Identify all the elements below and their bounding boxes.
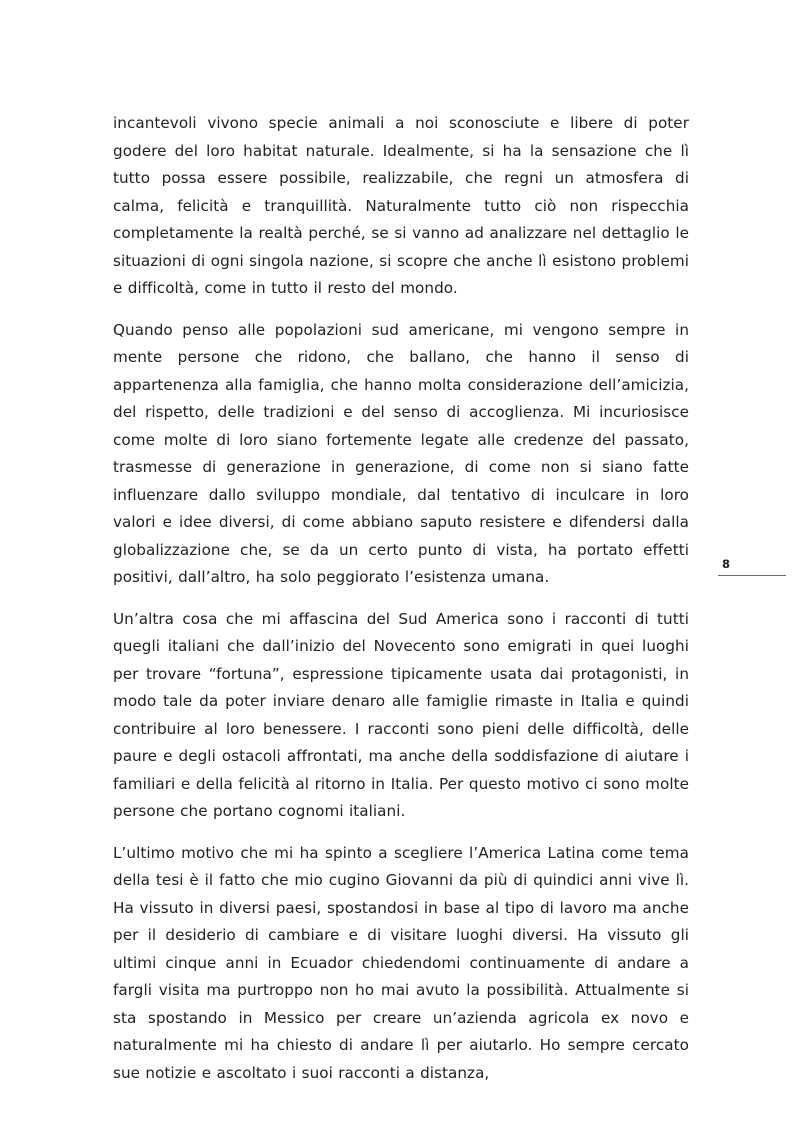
paragraph-1: incantevoli vivono specie animali a noi sconosciute e libere di poter godere del loro habitat naturale. Idealmente, si ha la sensazione che lì tutto possa essere possibile, realizzabile, che regni un atmosfera di calma, felicità e tranquillità. Naturalmente tutto ciò non rispecchia completamente la realtà perché, se si vanno ad analizzare nel dettaglio le situazioni di ogni singola nazione, si scopre che anche lì esistono problemi e difficoltà, come in tutto il resto del mondo. <box>113 114 689 297</box>
page-number-rule <box>718 575 786 576</box>
paragraph-2: Quando penso alle popolazioni sud americane, mi vengono sempre in mente persone che ridono, che ballano, che hanno il senso di appartenenza alla famiglia, che hanno molta considerazione dell’amicizia, del rispetto, delle tradizioni e del senso di accoglienza. Mi incuriosisce come molte di loro siano fortemente legate alle credenze del passato, trasmesse di generazione in generazione, di come non si siano fatte influenzare dallo sviluppo mondiale, dal tentativo di inculcare in loro valori e idee diversi, di come abbiano saputo resistere e difendersi dalla globalizzazione che, se da un certo punto di vista, ha portato effetti positivi, dall’altro, ha solo peggiorato l’esistenza umana. <box>113 320 689 586</box>
paragraph-4: L’ultimo motivo che mi ha spinto a scegliere l’America Latina come tema della tesi è il fatto che mio cugino Giovanni da più di quindici anni vive lì. Ha vissuto in diversi paesi, spostandosi in base al tipo di lavoro ma anche per il desiderio di cambiare e di visitare luoghi diversi. Ha vissuto gli ultimi cinque anni in Ecuador chiedendomi continuamente di andare a fargli visita ma purtroppo non ho mai avuto la possibilità. Attualmente si sta spostando in Messico per creare un’azienda agricola ex novo e naturalmente mi ha chiesto di andare lì per aiutarlo. Ho sempre cercato sue notizie e ascoltato i suoi racconti a distanza, <box>113 843 689 1082</box>
paragraph-3: Un’altra cosa che mi affascina del Sud America sono i racconti di tutti quegli italiani che dall’inizio del Novecento sono emigrati in quei luoghi per trovare “fortuna”, espressione tipicamente usata dai protagonisti, in modo tale da poter inviare denaro alle famiglie rimaste in Italia e quindi contribuire al loro benessere. I racconti sono pieni delle difficoltà, delle paure e degli ostacoli affrontati, ma anche della soddisfazione di aiutare i familiari e della felicità al ritorno in Italia. Per questo motivo ci sono molte persone che portano cognomi italiani. <box>113 609 689 820</box>
page-number: 8 <box>722 557 731 571</box>
body-text <box>113 110 689 1087</box>
